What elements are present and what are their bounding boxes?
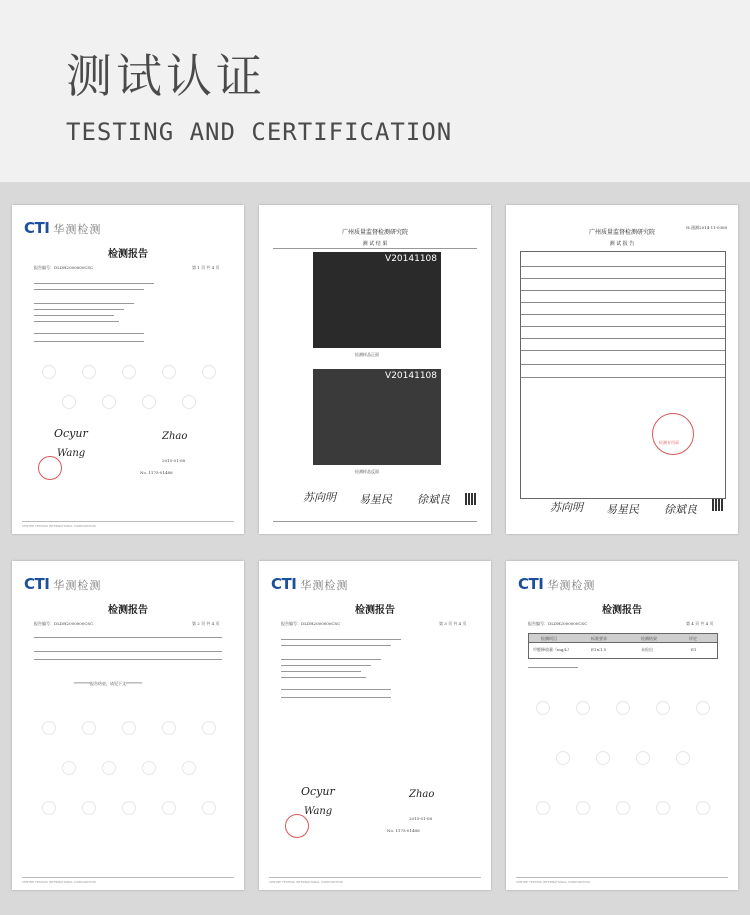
report-title: 检测报告 <box>602 605 642 616</box>
institute-header: 广州质量监督检测研究院 <box>341 229 408 236</box>
cti-logo: CTI 华测检测 <box>271 575 349 593</box>
signature: Zhao <box>162 431 188 442</box>
signature: 苏向明 <box>303 491 336 504</box>
report-date: 2015-01-08 <box>409 816 433 821</box>
report-date: 2015-01-08 <box>162 458 186 463</box>
subheader: 测 试 报 告 <box>609 241 635 247</box>
report-page-4[interactable] <box>506 561 738 890</box>
sample-photo-back: V20141108 <box>313 369 441 465</box>
report-page-2[interactable] <box>12 561 244 890</box>
qr-code-icon <box>712 499 724 511</box>
section-title-cn: 测试认证 <box>66 49 266 103</box>
footer: CENTRE TESTING INTERNATIONAL CORPORATION <box>516 877 728 884</box>
footer: CENTRE TESTING INTERNATIONAL CORPORATION <box>22 877 234 884</box>
page-number: 第 2 页 共 4 页 <box>192 621 220 626</box>
signature: Zhao <box>409 789 435 800</box>
photo-caption: 检测样品反面 <box>355 469 379 474</box>
signature: Ocyur <box>54 427 88 440</box>
report-number: 报告编号：DLDH2000000CSC <box>281 621 341 626</box>
signature: 苏向明 <box>550 501 583 514</box>
report-number: 报告编号：DLDH2000000CSC <box>528 621 588 626</box>
page-header <box>0 0 750 182</box>
report-title: 检测报告 <box>108 605 148 616</box>
signature: Wang <box>304 806 333 817</box>
cti-logo: CTI 华测检测 <box>24 575 102 593</box>
subheader: 测 试 结 果 <box>362 241 388 247</box>
footer: CENTRE TESTING INTERNATIONAL CORPORATION <box>22 521 234 528</box>
footer: CENTRE TESTING INTERNATIONAL CORPORATION <box>269 877 481 884</box>
report-end-text: ********报告结束，请见下文******** <box>74 681 142 686</box>
page-number: 第 3 页 共 4 页 <box>439 621 467 626</box>
report-number: №.通测2014-11-0380 <box>686 225 728 230</box>
institute-header: 广州质量监督检测研究院 <box>588 229 655 236</box>
photo-caption: 检测样品正面 <box>355 352 379 357</box>
cti-logo: CTI 华测检测 <box>518 575 596 593</box>
section-title-en: TESTING AND CERTIFICATION <box>66 118 453 146</box>
cti-logo: CTI 华测检测 <box>24 219 102 237</box>
red-seal <box>38 456 62 480</box>
report-title: 检测报告 <box>355 605 395 616</box>
summary-table <box>520 251 726 499</box>
report-serial: No. 1175-01488 <box>140 470 173 475</box>
page-number: 第 1 页 共 4 页 <box>192 265 220 270</box>
report-page-summary[interactable] <box>506 205 738 534</box>
report-number: 报告编号：DLDH2000000CSC <box>34 621 94 626</box>
signature: 徐斌良 <box>664 503 697 516</box>
signature: 徐斌良 <box>417 493 450 506</box>
report-page-3[interactable] <box>259 561 491 890</box>
signature: Wang <box>57 448 86 459</box>
signature: 易星民 <box>359 493 392 506</box>
signature: Ocyur <box>301 785 335 798</box>
report-serial: No. 1175-01488 <box>387 828 420 833</box>
report-page-1[interactable] <box>12 205 244 534</box>
red-seal <box>285 814 309 838</box>
page-number: 第 4 页 共 4 页 <box>686 621 714 626</box>
results-table: 检测项目 标准要求 检测结果 评定 甲醛释放量（mg/L） E1≤1.5 未检出 E1 <box>528 633 718 659</box>
sample-photo-front: V20141108 <box>313 252 441 348</box>
report-number: 报告编号：DLDH2000000CSC <box>34 265 94 270</box>
qr-code-icon <box>465 493 477 505</box>
red-seal: 检测专用章 <box>652 413 694 455</box>
report-title: 检测报告 <box>108 249 148 260</box>
signature: 易星民 <box>606 503 639 516</box>
report-page-photos[interactable] <box>259 205 491 534</box>
